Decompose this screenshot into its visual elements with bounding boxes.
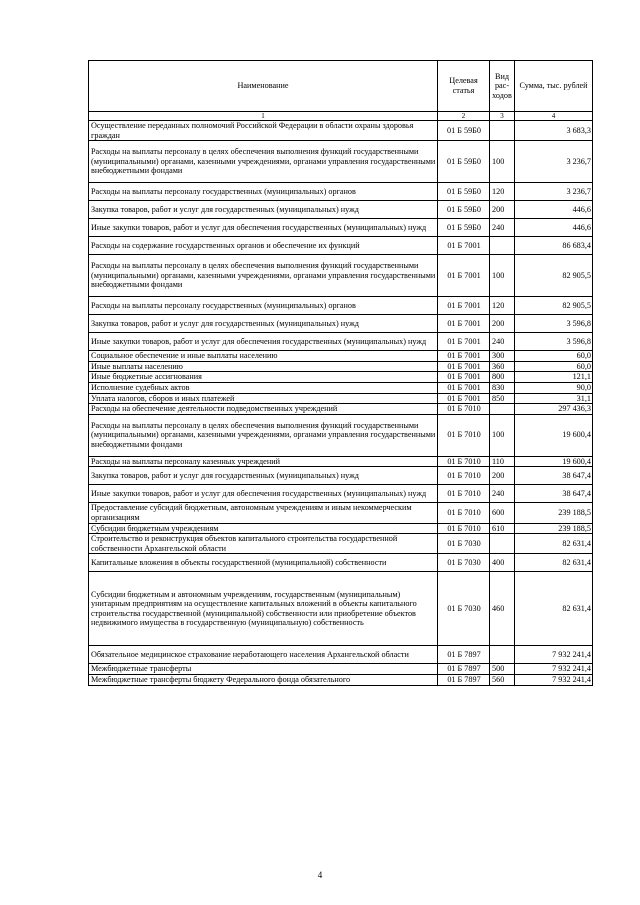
row-target: 01 Б 7001 bbox=[438, 237, 490, 255]
row-type: 100 bbox=[490, 141, 515, 183]
row-target: 01 Б 7897 bbox=[438, 664, 490, 675]
row-type: 100 bbox=[490, 414, 515, 456]
row-name: Закупка товаров, работ и услуг для государственных (муниципальных) нужд bbox=[89, 201, 438, 219]
row-target: 01 Б 7010 bbox=[438, 467, 490, 485]
row-sum: 446,6 bbox=[515, 219, 593, 237]
row-sum: 3 596,8 bbox=[515, 315, 593, 333]
row-name: Капитальные вложения в объекты государственной (муниципальной) собственности bbox=[89, 554, 438, 572]
table-row bbox=[89, 237, 593, 255]
row-name: Закупка товаров, работ и услуг для государственных (муниципальных) нужд bbox=[89, 467, 438, 485]
column-number-row bbox=[89, 112, 593, 121]
row-target: 01 Б 7001 bbox=[438, 297, 490, 315]
row-sum: 82 631,4 bbox=[515, 554, 593, 572]
row-sum: 82 631,4 bbox=[515, 534, 593, 554]
row-name: Обязательное медицинское страхование неработающего населения Архангельской области bbox=[89, 646, 438, 664]
row-sum: 82 631,4 bbox=[515, 572, 593, 646]
row-name: Расходы на выплаты персоналу в целях обеспечения выполнения функций государственными (муниципальными) органами, казенными учреждениями, органами управления государственными внебюджетными фондами bbox=[89, 141, 438, 183]
header-target: Целевая статья bbox=[438, 61, 490, 112]
row-target: 01 Б 7030 bbox=[438, 572, 490, 646]
row-sum: 60,0 bbox=[515, 351, 593, 362]
table-row bbox=[89, 361, 593, 372]
row-name: Уплата налогов, сборов и иных платежей bbox=[89, 393, 438, 404]
table-row bbox=[89, 456, 593, 467]
row-sum: 82 905,5 bbox=[515, 255, 593, 297]
row-type: 120 bbox=[490, 297, 515, 315]
table-row bbox=[89, 414, 593, 456]
table-row bbox=[89, 121, 593, 141]
row-type bbox=[490, 237, 515, 255]
row-type: 600 bbox=[490, 503, 515, 523]
row-sum: 3 596,8 bbox=[515, 333, 593, 351]
row-type: 200 bbox=[490, 315, 515, 333]
table-row bbox=[89, 485, 593, 503]
row-sum: 239 188,5 bbox=[515, 523, 593, 534]
row-sum: 19 600,4 bbox=[515, 456, 593, 467]
row-target: 01 Б 7010 bbox=[438, 503, 490, 523]
row-target: 01 Б 7010 bbox=[438, 485, 490, 503]
table-row bbox=[89, 351, 593, 362]
row-sum: 3 236,7 bbox=[515, 141, 593, 183]
row-type bbox=[490, 121, 515, 141]
row-sum: 19 600,4 bbox=[515, 414, 593, 456]
row-target: 01 Б 59Б0 bbox=[438, 141, 490, 183]
column-number: 1 bbox=[89, 112, 438, 121]
column-number: 4 bbox=[515, 112, 593, 121]
header-type: Вид рас-ходов bbox=[490, 61, 515, 112]
row-sum: 38 647,4 bbox=[515, 485, 593, 503]
row-name: Межбюджетные трансферты бюджету Федерального фонда обязательного bbox=[89, 674, 438, 685]
row-sum: 60,0 bbox=[515, 361, 593, 372]
table-row bbox=[89, 382, 593, 393]
row-target: 01 Б 7001 bbox=[438, 315, 490, 333]
row-name: Иные бюджетные ассигнования bbox=[89, 372, 438, 383]
row-type: 240 bbox=[490, 485, 515, 503]
row-name: Предоставление субсидий бюджетным, автономным учреждениям и иным некоммерческим организациям bbox=[89, 503, 438, 523]
table-row bbox=[89, 201, 593, 219]
row-type: 400 bbox=[490, 554, 515, 572]
table-row bbox=[89, 572, 593, 646]
row-sum: 7 932 241,4 bbox=[515, 674, 593, 685]
row-type: 850 bbox=[490, 393, 515, 404]
row-target: 01 Б 7010 bbox=[438, 456, 490, 467]
row-target: 01 Б 7001 bbox=[438, 255, 490, 297]
row-target: 01 Б 7897 bbox=[438, 646, 490, 664]
row-name: Расходы на выплаты персоналу в целях обеспечения выполнения функций государственными (муниципальными) органами, казенными учреждениями, органами управления государственными внебюджетными фондами bbox=[89, 414, 438, 456]
row-target: 01 Б 59Б0 bbox=[438, 219, 490, 237]
row-type: 800 bbox=[490, 372, 515, 383]
row-type: 830 bbox=[490, 382, 515, 393]
row-target: 01 Б 7001 bbox=[438, 372, 490, 383]
row-target: 01 Б 7010 bbox=[438, 404, 490, 415]
page-number: 4 bbox=[317, 870, 323, 880]
row-sum: 121,1 bbox=[515, 372, 593, 383]
row-type: 460 bbox=[490, 572, 515, 646]
row-type: 120 bbox=[490, 183, 515, 201]
row-target: 01 Б 7001 bbox=[438, 393, 490, 404]
table-row bbox=[89, 503, 593, 523]
row-target: 01 Б 7010 bbox=[438, 523, 490, 534]
row-sum: 3 683,3 bbox=[515, 121, 593, 141]
row-sum: 297 436,3 bbox=[515, 404, 593, 415]
table-row bbox=[89, 219, 593, 237]
row-type bbox=[490, 534, 515, 554]
row-name: Расходы на выплаты персоналу в целях обеспечения выполнения функций государственными (муниципальными) органами, казенными учреждениями, органами управления государственными внебюджетными фондами bbox=[89, 255, 438, 297]
row-name: Иные выплаты населению bbox=[89, 361, 438, 372]
row-sum: 82 905,5 bbox=[515, 297, 593, 315]
header-row bbox=[89, 61, 593, 112]
row-type: 610 bbox=[490, 523, 515, 534]
header-name: Наименование bbox=[89, 61, 438, 112]
row-name: Расходы на выплаты персоналу государственных (муниципальных) органов bbox=[89, 297, 438, 315]
row-target: 01 Б 7001 bbox=[438, 351, 490, 362]
row-name: Субсидии бюджетным учреждениям bbox=[89, 523, 438, 534]
row-type bbox=[490, 646, 515, 664]
row-sum: 446,6 bbox=[515, 201, 593, 219]
row-name: Закупка товаров, работ и услуг для государственных (муниципальных) нужд bbox=[89, 315, 438, 333]
row-type bbox=[490, 404, 515, 415]
table-row bbox=[89, 372, 593, 383]
column-number: 2 bbox=[438, 112, 490, 121]
row-name: Строительство и реконструкция объектов капитального строительства государственной собственности Архангельской области bbox=[89, 534, 438, 554]
row-type: 240 bbox=[490, 333, 515, 351]
row-name: Иные закупки товаров, работ и услуг для обеспечения государственных (муниципальных) нужд bbox=[89, 333, 438, 351]
header-sum: Сумма, тыс. рублей bbox=[515, 61, 593, 112]
table-row bbox=[89, 315, 593, 333]
table-row bbox=[89, 183, 593, 201]
table-row bbox=[89, 255, 593, 297]
row-name: Иные закупки товаров, работ и услуг для обеспечения государственных (муниципальных) нужд bbox=[89, 485, 438, 503]
row-target: 01 Б 7001 bbox=[438, 382, 490, 393]
table-row bbox=[89, 646, 593, 664]
row-target: 01 Б 7001 bbox=[438, 333, 490, 351]
column-number: 3 bbox=[490, 112, 515, 121]
row-target: 01 Б 7030 bbox=[438, 534, 490, 554]
table-row bbox=[89, 393, 593, 404]
row-sum: 86 683,4 bbox=[515, 237, 593, 255]
table-row bbox=[89, 297, 593, 315]
row-target: 01 Б 7030 bbox=[438, 554, 490, 572]
table-body bbox=[89, 121, 593, 686]
row-target: 01 Б 59Б0 bbox=[438, 121, 490, 141]
row-name: Иные закупки товаров, работ и услуг для обеспечения государственных (муниципальных) нужд bbox=[89, 219, 438, 237]
row-name: Исполнение судебных актов bbox=[89, 382, 438, 393]
row-name: Субсидии бюджетным и автономным учреждениям, государственным (муниципальным) унитарным предприятиям на осуществление капитальных вложений в объекты капитального строительства государственной (муниципальной) собственности или приобретение объектов недвижимого имущества в государственную (муниципальную) собственность bbox=[89, 572, 438, 646]
table-row bbox=[89, 333, 593, 351]
row-sum: 7 932 241,4 bbox=[515, 646, 593, 664]
row-target: 01 Б 7010 bbox=[438, 414, 490, 456]
row-name: Расходы на выплаты персоналу казенных учреждений bbox=[89, 456, 438, 467]
table-row bbox=[89, 523, 593, 534]
budget-table bbox=[88, 60, 593, 686]
row-type: 200 bbox=[490, 201, 515, 219]
row-type: 500 bbox=[490, 664, 515, 675]
table-row bbox=[89, 534, 593, 554]
row-sum: 239 188,5 bbox=[515, 503, 593, 523]
row-type: 200 bbox=[490, 467, 515, 485]
row-name: Социальное обеспечение и иные выплаты населению bbox=[89, 351, 438, 362]
row-type: 240 bbox=[490, 219, 515, 237]
table-row bbox=[89, 141, 593, 183]
row-sum: 90,0 bbox=[515, 382, 593, 393]
row-sum: 3 236,7 bbox=[515, 183, 593, 201]
row-target: 01 Б 7897 bbox=[438, 674, 490, 685]
table-row bbox=[89, 664, 593, 675]
table-row bbox=[89, 404, 593, 415]
row-name: Межбюджетные трансферты bbox=[89, 664, 438, 675]
row-type: 300 bbox=[490, 351, 515, 362]
table-row bbox=[89, 554, 593, 572]
row-type: 110 bbox=[490, 456, 515, 467]
row-name: Расходы на обеспечение деятельности подведомственных учреждений bbox=[89, 404, 438, 415]
row-name: Расходы на содержание государственных органов и обеспечение их функций bbox=[89, 237, 438, 255]
row-type: 100 bbox=[490, 255, 515, 297]
table-row bbox=[89, 674, 593, 685]
row-name: Осуществление переданных полномочий Российской Федерации в области охраны здоровья граждан bbox=[89, 121, 438, 141]
row-type: 360 bbox=[490, 361, 515, 372]
table-row bbox=[89, 467, 593, 485]
row-target: 01 Б 59Б0 bbox=[438, 183, 490, 201]
row-sum: 7 932 241,4 bbox=[515, 664, 593, 675]
row-target: 01 Б 7001 bbox=[438, 361, 490, 372]
row-target: 01 Б 59Б0 bbox=[438, 201, 490, 219]
row-sum: 38 647,4 bbox=[515, 467, 593, 485]
row-type: 560 bbox=[490, 674, 515, 685]
row-name: Расходы на выплаты персоналу государственных (муниципальных) органов bbox=[89, 183, 438, 201]
row-sum: 31,1 bbox=[515, 393, 593, 404]
